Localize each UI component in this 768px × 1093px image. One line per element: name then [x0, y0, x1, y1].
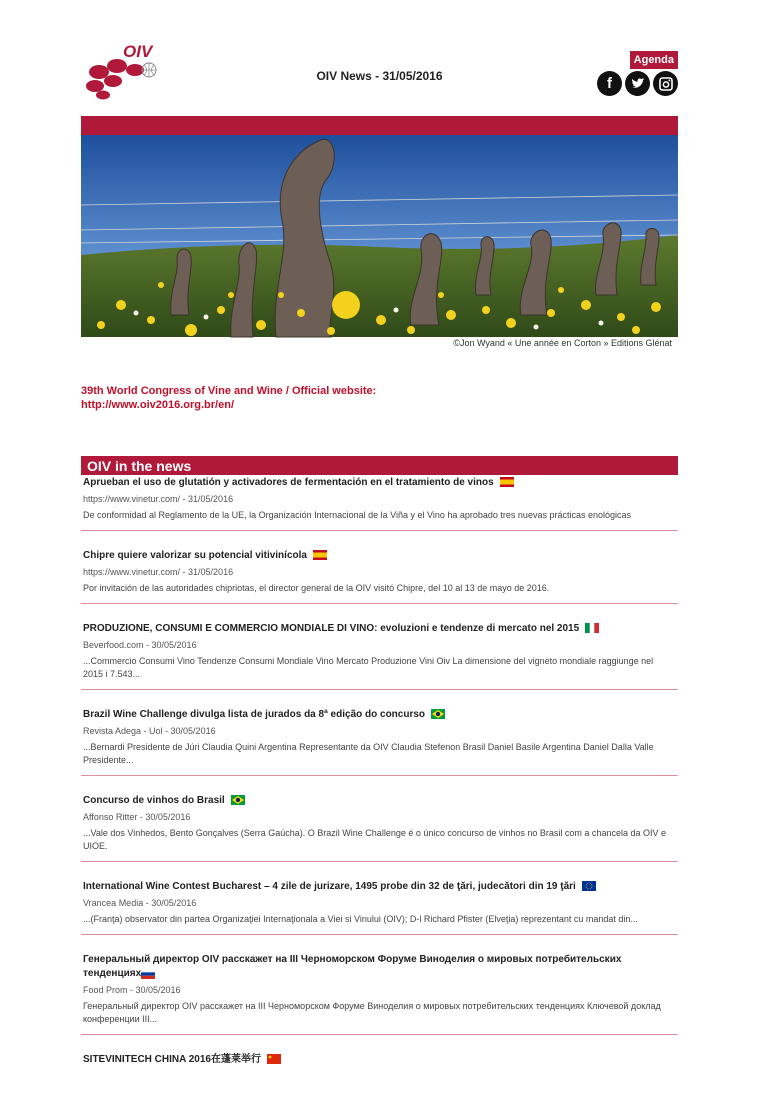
photo-credit: ©Jon Wyand « Une année en Corton » Editions Glénat	[453, 338, 672, 348]
news-item-source: Affonso Ritter - 30/05/2016	[83, 812, 191, 822]
russia-flag-icon	[141, 969, 155, 979]
list-item[interactable]	[81, 476, 678, 531]
list-item[interactable]	[81, 549, 678, 604]
news-item-title[interactable]: Chipre quiere valorizar su potencial vitivinícola	[83, 549, 674, 563]
news-item-title[interactable]: SITEVINITECH CHINA 2016在蓬莱举行	[83, 1053, 674, 1067]
facebook-icon[interactable]: f	[597, 71, 622, 96]
logo-text: OIV	[123, 42, 153, 61]
newsletter-header	[81, 40, 678, 120]
news-item-snippet: ...Bernardi Presidente de Júri Claudia Quini Argentina Representante da OIV Claudia Stefenon Brasil Daniel Basile Argentina Daniel Dalla Valle Presidente...	[83, 742, 654, 765]
news-item-source: Beverfood.com - 30/05/2016	[83, 640, 197, 650]
news-item-title[interactable]: Aprueban el uso de glutatión y activadores de fermentación en el tratamiento de vinos	[83, 476, 674, 490]
list-item[interactable]	[81, 953, 678, 1035]
section-title: OIV in the news	[81, 456, 678, 475]
news-item-title[interactable]: International Wine Contest Bucharest – 4 zile de jurizare, 1495 probe din 32 de ţări, judecători din 19 ţări	[83, 880, 674, 894]
news-list	[81, 476, 678, 1093]
news-item-title[interactable]: PRODUZIONE, CONSUMI E COMMERCIO MONDIALE DI VINO: evoluzioni e tendenze di mercato nel 2015	[83, 622, 674, 636]
list-item[interactable]	[81, 622, 678, 690]
spain-flag-icon	[313, 550, 327, 560]
list-item[interactable]	[81, 1053, 678, 1075]
header-divider-bar	[81, 116, 678, 135]
news-item-snippet: ...(Franţa) observator din partea Organizaţiei Internaţionala a Viei si Vinului (OIV); D-l Richard Pfister (Elveţia) reprezentant cu mandat din...	[83, 914, 638, 924]
newsletter-title: OIV News - 31/05/2016	[316, 69, 443, 83]
twitter-icon[interactable]	[625, 71, 650, 96]
news-item-snippet: Генеральный директор OIV расскажет на III Черноморском Форуме Виноделия о мировых потребительских тенденциях Ключевой доклад конференции III...	[83, 1001, 661, 1024]
news-item-snippet: ...Commercio Consumi Vino Tendenze Consumi Mondiale Vino Mercato Produzione Vini Oiv La dimensione del vigneto mondiale raggiunge nel 2015 i 7.543...	[83, 656, 654, 679]
brazil-flag-icon	[431, 709, 445, 719]
italy-flag-icon	[585, 623, 599, 633]
news-item-snippet: Por invitación de las autoridades chipriotas, el director general de la OIV visitó Chipre, del 10 al 13 de mayo de 2016.	[83, 583, 550, 593]
china-flag-icon	[267, 1054, 281, 1064]
news-item-snippet: ...Vale dos Vinhedos, Bento Gonçalves (Serra Gaúcha). O Brazil Wine Challenge é o único concurso de vinhos no Brasil com a chancela da OIV e UIOE.	[83, 828, 666, 851]
news-item-source: https://www.vinetur.com/ - 31/05/2016	[83, 567, 234, 577]
social-links	[597, 71, 678, 96]
list-item[interactable]	[81, 880, 678, 935]
spain-flag-icon	[500, 477, 514, 487]
congress-link[interactable]: 39th World Congress of Vine and Wine / Official website: http://www.oiv2016.org.br/en/	[81, 385, 377, 411]
list-item[interactable]	[81, 708, 678, 776]
news-item-source: Revista Adega - Uol - 30/05/2016	[83, 726, 216, 736]
news-item-source: https://www.vinetur.com/ - 31/05/2016	[83, 494, 234, 504]
instagram-icon[interactable]	[653, 71, 678, 96]
brazil-flag-icon	[231, 795, 245, 805]
agenda-button[interactable]: Agenda	[630, 51, 678, 69]
news-item-snippet: De conformidad al Reglamento de la UE, la Organización Internacional de la Viña y el Vino ha aprobado tres nuevas prácticas enológicas	[83, 510, 631, 520]
list-item[interactable]	[81, 794, 678, 862]
hero-image	[81, 135, 678, 337]
news-item-source: Vrancea Media - 30/05/2016	[83, 898, 197, 908]
eu-flag-icon	[582, 881, 596, 891]
news-item-title[interactable]: Brazil Wine Challenge divulga lista de jurados da 8ª edição do concurso	[83, 708, 674, 722]
news-item-title[interactable]: Генеральный директор OIV расскажет на III Черноморском Форуме Виноделия о мировых потребительских тенденциях	[83, 954, 622, 979]
news-item-title[interactable]: Concurso de vinhos do Brasil	[83, 794, 674, 808]
news-item-source: Food Prom - 30/05/2016	[83, 985, 181, 995]
